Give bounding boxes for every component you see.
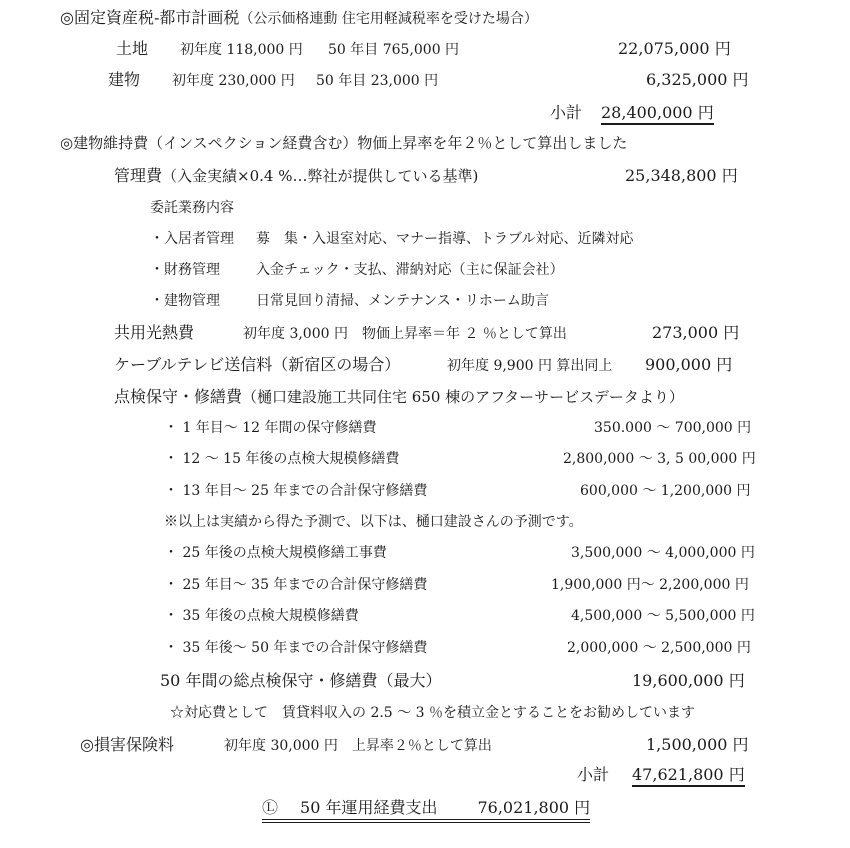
outsourced-title: 委託業務内容: [150, 200, 234, 216]
repairs-row: [114, 389, 684, 405]
repair-item-value: 4,500,000 ～ 5,500,000 円: [571, 608, 755, 624]
land-total: 22,075,000 円: [618, 39, 731, 58]
subtotal-1-label: 小計: [550, 103, 583, 122]
building-label: 建物: [108, 70, 141, 89]
forecast-note: ※以上は実績から得た予測で、以下は、樋口建設さんの予測です。: [164, 514, 583, 530]
repair-item-desc: ・ 1 年目～ 12 年間の保守修繕費: [164, 420, 377, 436]
repairs-label: 点検保守・修繕費: [114, 387, 243, 406]
mgmt-fee-label: 管理費: [114, 166, 163, 185]
reserve-advice: ☆対応費として 賃貸料収入の 2.5 ～ 3 ％を積立金とすることをお勧めしています: [170, 705, 695, 721]
building-year-50: 50 年目 23,000 円: [316, 73, 439, 89]
task-name: ・入居者管理: [150, 231, 234, 247]
grand-total-label: 50 年運用経費支出: [300, 798, 438, 817]
property-tax-heading: [60, 10, 538, 26]
utilities-value: 273,000 円: [652, 323, 740, 342]
subtotal-2-value: 47,621,800 円: [632, 767, 745, 787]
repair-item-value: 1,900,000 円～ 2,200,000 円: [551, 577, 749, 593]
land-label: 土地: [116, 39, 149, 58]
maintenance-heading: ◎建物維持費（インスペクション経費含む）物価上昇率を年２％として算出しました: [60, 134, 628, 152]
repairs-note: （樋口建設施工共同住宅 650 棟のアフターサービスデータより）: [242, 388, 684, 406]
repairs-total-value: 19,600,000 円: [632, 671, 745, 690]
insurance-value: 1,500,000 円: [646, 735, 749, 754]
property-tax-note: （公示価格連動 住宅用軽減税率を受けた場合）: [239, 11, 538, 27]
grand-total: [262, 800, 590, 823]
subtotal-1-value: 28,400,000 円: [601, 105, 714, 125]
mgmt-fee-row: [114, 168, 478, 184]
building-total: 6,325,000 円: [646, 70, 749, 89]
repair-item-value: 3,500,000 ～ 4,000,000 円: [571, 545, 755, 561]
task-name: ・建物管理: [150, 293, 220, 309]
insurance-note: 初年度 30,000 円 上昇率２％として算出: [224, 738, 492, 754]
task-desc: 日常見回り清掃、メンテナンス・リホーム助言: [256, 293, 549, 309]
grand-total-mark: Ⓛ: [262, 798, 279, 817]
task-name: ・財務管理: [150, 262, 220, 278]
repair-item-value: 2,800,000 ～ 3, 5 00,000 円: [563, 451, 756, 467]
property-tax-title: ◎固定資産税-都市計画税: [60, 8, 240, 27]
repair-item-value: 600,000 ～ 1,200,000 円: [580, 483, 751, 499]
repair-item-desc: ・ 13 年目～ 25 年までの合計保守修繕費: [164, 483, 428, 499]
mgmt-fee-note: （入金実績×0.4 %…弊社が提供している基準): [162, 167, 479, 185]
cable-tv-label: ケーブルテレビ送信料（新宿区の場合）: [114, 355, 401, 374]
cable-tv-value: 900,000 円: [645, 355, 733, 374]
repair-item-value: 350.000 ～ 700,000 円: [594, 420, 752, 436]
building-first-year: 初年度 230,000 円: [172, 73, 295, 89]
repair-item-desc: ・ 25 年後の点検大規模修繕工事費: [164, 545, 387, 561]
subtotal-2-label: 小計: [577, 765, 610, 784]
land-year-50: 50 年目 765,000 円: [328, 42, 460, 58]
task-desc: 入金チェック・支払、滞納対応（主に保証会社）: [256, 262, 564, 278]
repairs-total-label: 50 年間の総点検保守・修繕費（最大）: [160, 671, 442, 690]
task-desc: 募 集・入退室対応、マナー指導、トラブル対応、近隣対応: [256, 231, 634, 247]
utilities-note: 初年度 3,000 円 物価上昇率＝年 ２ ％として算出: [243, 326, 567, 342]
mgmt-fee-value: 25,348,800 円: [625, 166, 738, 185]
cable-tv-note: 初年度 9,900 円 算出同上: [447, 358, 613, 374]
repair-item-desc: ・ 35 年後～ 50 年までの合計保守修繕費: [164, 640, 428, 656]
repair-item-desc: ・ 25 年目～ 35 年までの合計保守修繕費: [164, 577, 428, 593]
grand-total-value: 76,021,800 円: [477, 798, 591, 817]
utilities-label: 共用光熱費: [114, 323, 195, 342]
repair-item-value: 2,000,000 ～ 2,500,000 円: [567, 640, 751, 656]
land-first-year: 初年度 118,000 円: [180, 42, 303, 58]
repair-item-desc: ・ 12 ～ 15 年後の点検大規模修繕費: [164, 451, 400, 467]
repair-item-desc: ・ 35 年後の点検大規模修繕費: [164, 608, 359, 624]
insurance-label: ◎損害保険料: [80, 735, 174, 754]
